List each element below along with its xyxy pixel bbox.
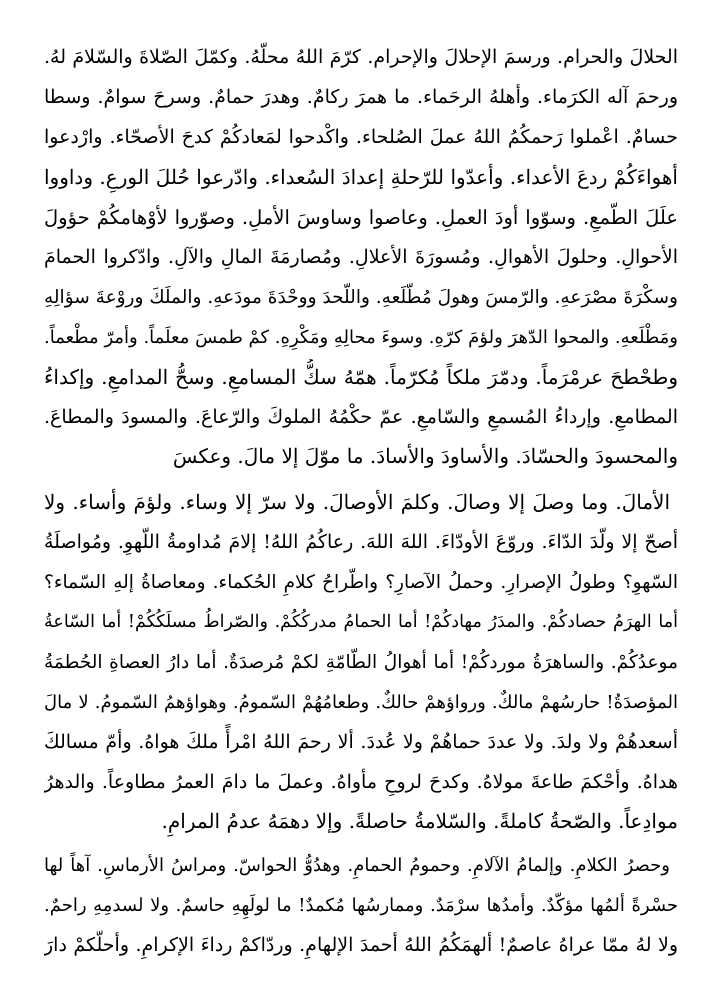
text-line: علَلَ الطّمعِ. وسوّوا أودَ العملِ. وعاصوا وساوسَ الأملِ. وصوّروا لأوْهامكُمْ حؤولَ [44, 206, 678, 229]
text-line: أهواءَكُمْ ردعَ الأعداء. وأعدّوا للرّحلةِ إعدادَ السُعداء. وادّرعوا حُللَ الورعِ. وداووا [44, 165, 678, 189]
text-line: أسعدهُمْ ولا ولدَ. ولا عددَ حماهُمْ ولا عُددَ. ألا رحمَ اللهُ امْرأً ملكَ هواهُ. وأمّ مسالكَ [44, 731, 678, 753]
text-line: الأحوالِ. وحلولَ الأهوالِ. ومُسورَةَ الأعلالِ. ومُصارمَةَ المالِ والآلِ. وادّكروا الحمامَ [44, 246, 678, 268]
text-line: حسْرةً ألمُها مؤكّدٌ. وأمدُها سرْمَدٌ. وممارسُها مُكمدٌ! ما لولَهِهِ حاسمٌ. ولا لسدمِهِ راحمٌ. [44, 895, 678, 916]
text-line: وطحْطحَ عرمْرَماً. ودمّرَ ملكاً مُكرّماً. همّهُ سكُّ المسامعِ. وسحُّ المدامعِ. وإكداءُ [44, 365, 678, 389]
text-line: وسكْرَةَ مصْرَعهِ. والرّمسَ وهولَ مُطّلَعهِ. واللّحدَ ووحْدَةَ مودَعهِ. والملَكَ وروْعةَ سؤالِهِ [44, 287, 678, 308]
text-line: السّهوِ؟ وطولُ الإصرارِ. وحملُ الآصارِ؟ واطّراحُ كلامِ الحُكماء. ومعاصاةُ إلهِ السّماء؟ [44, 572, 678, 593]
text-line: أما الهرَمُ حصادكُمْ. والمدَرُ مهادكُمْ! أما الحمامُ مدركُكُمْ. والصّراطُ مسلَكُكُمْ! أما السّاعةُ [44, 612, 678, 632]
text-line: الأمالَ. وما وصلَ إلا وصالَ. وكلمَ الأوصالَ. ولا سرّ إلا وساء. ولؤمَ وأساء. ولا [44, 490, 670, 514]
text-line: حسامٌ. اعْملوا رَحمكُمُ اللهُ عملَ الصُلحاء. واكْدحوا لمَعادكُمْ كدحَ الأصحّاء. وارْدعوا [44, 126, 678, 148]
text-line: ورحمَ آله الكرَماء. وأهلهُ الرحَماء. ما همرَ ركامٌ. وهدرَ حمامٌ. وسرحَ سوامٌ. وسطا [44, 86, 678, 108]
text-line: والمحسودَ والحسّادَ. والأساودَ والأسادَ. ما موّلَ إلا مالَ. وعكسَ [172, 444, 678, 468]
text-line: المؤصدَةُ! حارسُهمْ مالكٌ. ورواؤهمْ حالكٌ. وطعامُهُمْ السّمومُ. وهواؤهمُ السّمومُ. لا مالَ [44, 692, 678, 713]
text-line: أصحّ إلا ولّدَ الدّاءَ. وروّعَ الأودّاءَ. اللهَ اللهَ. رعاكُمُ اللهُ! إلامَ مُداومةُ اللّهوِ. ومُواصلَةُ [44, 531, 678, 553]
text-line: هداهُ. وأحْكمَ طاعةَ مولاهُ. وكدحَ لروحِ مأواهُ. وعملَ ما دامَ العمرُ مطاوعاً. والدهرُ [44, 771, 678, 793]
text-line: موادِعاً. والصّحةُ كاملةً. والسّلامةُ حاصلةً. وإلا دهمَهُ عدمُ المرامِ. [161, 809, 678, 833]
text-line: وحصرُ الكلامِ. وإلمامُ الآلامِ. وحمومُ الحمامِ. وهدُوُّ الحواسّ. ومراسُ الأرماسِ. آهاً لها [44, 855, 670, 876]
text-line: موعدُكُمْ. والساهرَةُ موردكُمْ! أما أهوالُ الطّامّةِ لكمْ مُرصدَةٌ. أما دارُ العصاةِ الحُطمَةُ [44, 652, 678, 673]
text-line: ومَطْلَعهِ. والمحوا الدّهرَ ولؤمَ كرّهِ. وسوءَ محالِهِ ومَكْرِهِ. كمْ طمسَ معلَماً. وأمرّ مطْعماً. [44, 327, 678, 348]
text-line: المطامعِ. وإرداءُ المُسمعِ والسّامعِ. عمّ حكْمُهُ الملوكَ والرّعاعَ. والمسودَ والمطاعَ. [44, 406, 678, 428]
text-line: ولا لهُ ممّا عراهُ عاصمٌ! ألهمَكُمُ اللهُ أحمدَ الإلهامِ. وردّاكمْ رداءَ الإكرامِ. وأحلّكمْ دارَ [44, 934, 678, 956]
text-line: الحلالَ والحرام. ورسمَ الإحلالَ والإحرام. كرّمَ اللهُ محلّهُ. وكمّلَ الصّلاةَ والسّلامَ لهُ. [44, 46, 678, 68]
